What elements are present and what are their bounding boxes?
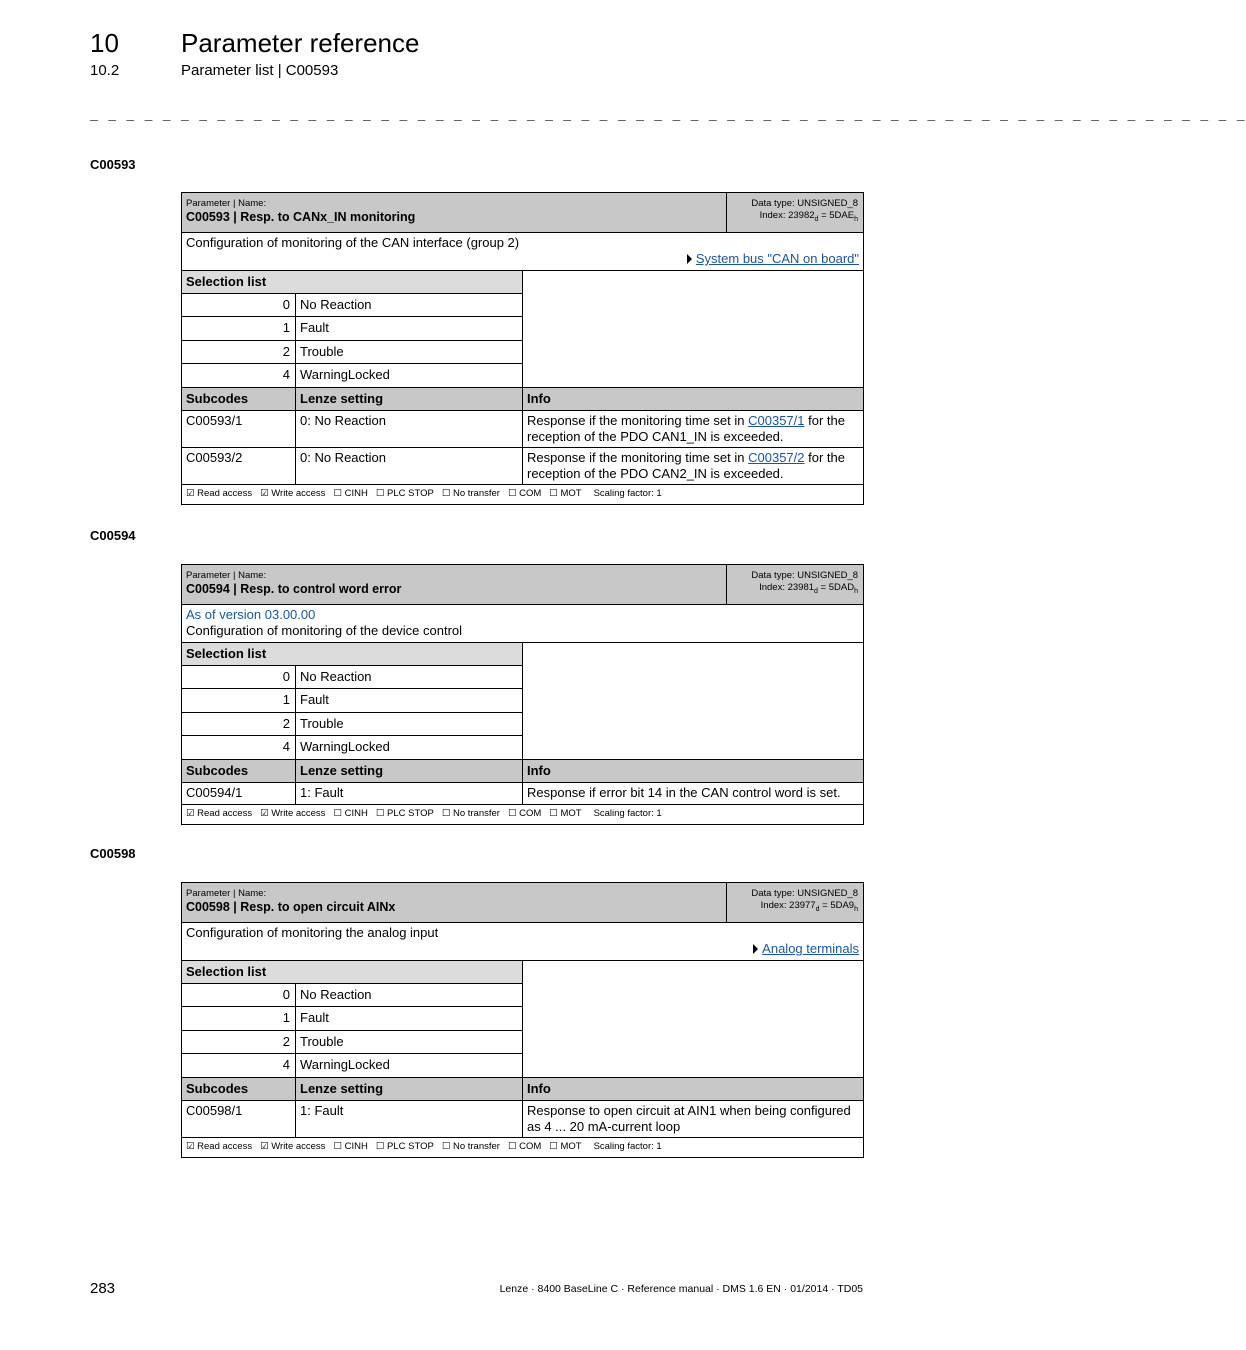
param-name-label: Parameter | Name: [186, 888, 267, 899]
param-table-c00594 [181, 564, 864, 825]
selection-row: 1 Fault [182, 1007, 522, 1030]
access-flags: ☑ Read access ☑ Write access ☐ CINH ☐ PLC STOP ☐ No transfer ☐ COM ☐ MOT Scaling factor: 1 [186, 807, 662, 819]
selection-row: 0 No Reaction [182, 294, 522, 317]
data-type: Data type: UNSIGNED_8 [751, 198, 858, 209]
subcodes-header: Subcodes Lenze setting Info [182, 760, 863, 783]
param-description-block [182, 923, 863, 961]
selection-list-header: Selection list [182, 961, 522, 984]
subcode-row: C00598/1 1: Fault Response to open circuit at AIN1 when being configured as 4 ... 20 mA-current loop [182, 1101, 863, 1138]
selection-list [182, 961, 863, 1078]
page-number: 283 [90, 1280, 116, 1297]
selection-row: 4 WarningLocked [182, 1054, 522, 1077]
param-heading-c00598: C00598 [90, 846, 136, 861]
subcode-row: C00594/1 1: Fault Response if error bit 14 in the CAN control word is set. [182, 783, 863, 805]
param-index: Index: $23982_d = 5DAE_h$ [759, 210, 858, 223]
param-index: Index: $23977_d = 5DA9_h$ [760, 900, 858, 913]
param-header [182, 565, 863, 605]
selection-list [182, 271, 863, 388]
data-type: Data type: UNSIGNED_8 [751, 888, 858, 899]
selection-list [182, 643, 863, 760]
param-table-c00593 [181, 192, 864, 505]
param-header [182, 193, 863, 233]
param-name-label: Parameter | Name: [186, 570, 267, 581]
param-description-block [182, 605, 863, 643]
chapter-number: 10 [90, 28, 119, 58]
selection-row: 0 No Reaction [182, 666, 522, 689]
param-heading-c00594: C00594 [90, 528, 136, 543]
param-name: C00594 | Resp. to control word error [186, 582, 402, 596]
param-name: C00598 | Resp. to open circuit AINx [186, 900, 396, 914]
subcodes-header: Subcodes Lenze setting Info [182, 1078, 863, 1101]
selection-list-header: Selection list [182, 271, 522, 294]
param-heading-c00593: C00593 [90, 157, 136, 172]
selection-row: 4 WarningLocked [182, 364, 522, 387]
data-type: Data type: UNSIGNED_8 [751, 570, 858, 581]
param-header [182, 883, 863, 923]
selection-row: 2 Trouble [182, 1031, 522, 1054]
version-note: As of version 03.00.00 [186, 607, 316, 622]
link-c00357-1[interactable]: C00357/1 [748, 413, 805, 429]
link-c00357-2[interactable]: C00357/2 [748, 450, 805, 466]
subcode-row: C00593/2 0: No Reaction Response if the monitoring time set in C00357/2 for the reception of the PDO CAN2_IN is exceeded. [182, 448, 863, 485]
subcodes-header: Subcodes Lenze setting Info [182, 388, 863, 411]
header-divider: _ _ _ _ _ _ _ _ _ _ _ _ _ _ _ _ _ _ _ _ _ _ _ _ _ _ _ _ _ _ _ _ _ _ _ _ _ _ _ _ _ _ _ _ _ _ _ _ _ _ _ _ _ _ _ _ _ _ _ _ _ _ _ _ [90, 108, 1246, 123]
link-analog-terminals[interactable]: Analog terminals [762, 941, 859, 956]
selection-row: 1 Fault [182, 317, 522, 340]
link-system-bus-can[interactable]: System bus "CAN on board" [695, 251, 859, 266]
selection-row: 2 Trouble [182, 713, 522, 736]
selection-row: 1 Fault [182, 689, 522, 712]
param-name: C00593 | Resp. to CANx_IN monitoring [186, 210, 416, 224]
section-title: Parameter list | C00593 [181, 62, 339, 79]
document-info: Lenze · 8400 BaseLine C · Reference manual · DMS 1.6 EN · 01/2014 · TD05 [499, 1283, 863, 1295]
selection-row: 4 WarningLocked [182, 736, 522, 759]
param-description-block [182, 233, 863, 271]
subcode-row: C00593/1 0: No Reaction Response if the monitoring time set in C00357/1 for the reception of the PDO CAN1_IN is exceeded. [182, 411, 863, 448]
selection-row: 0 No Reaction [182, 984, 522, 1007]
section-number: 10.2 [90, 62, 120, 79]
param-index: Index: $23981_d = 5DAD_h$ [759, 582, 858, 595]
access-flags: ☑ Read access ☑ Write access ☐ CINH ☐ PLC STOP ☐ No transfer ☐ COM ☐ MOT Scaling factor: 1 [186, 488, 662, 500]
access-flags: ☑ Read access ☑ Write access ☐ CINH ☐ PLC STOP ☐ No transfer ☐ COM ☐ MOT Scaling factor: 1 [186, 1141, 662, 1153]
selection-row: 2 Trouble [182, 341, 522, 364]
param-table-c00598 [181, 882, 864, 1158]
param-description: Configuration of monitoring of the device control [186, 623, 463, 638]
param-name-label: Parameter | Name: [186, 198, 267, 209]
param-description: Configuration of monitoring the analog input [186, 925, 439, 940]
arrow-right-icon [753, 944, 758, 954]
param-description: Configuration of monitoring of the CAN interface (group 2) [186, 235, 520, 250]
chapter-title: Parameter reference [181, 28, 420, 58]
arrow-right-icon [687, 254, 692, 264]
selection-list-header: Selection list [182, 643, 522, 666]
